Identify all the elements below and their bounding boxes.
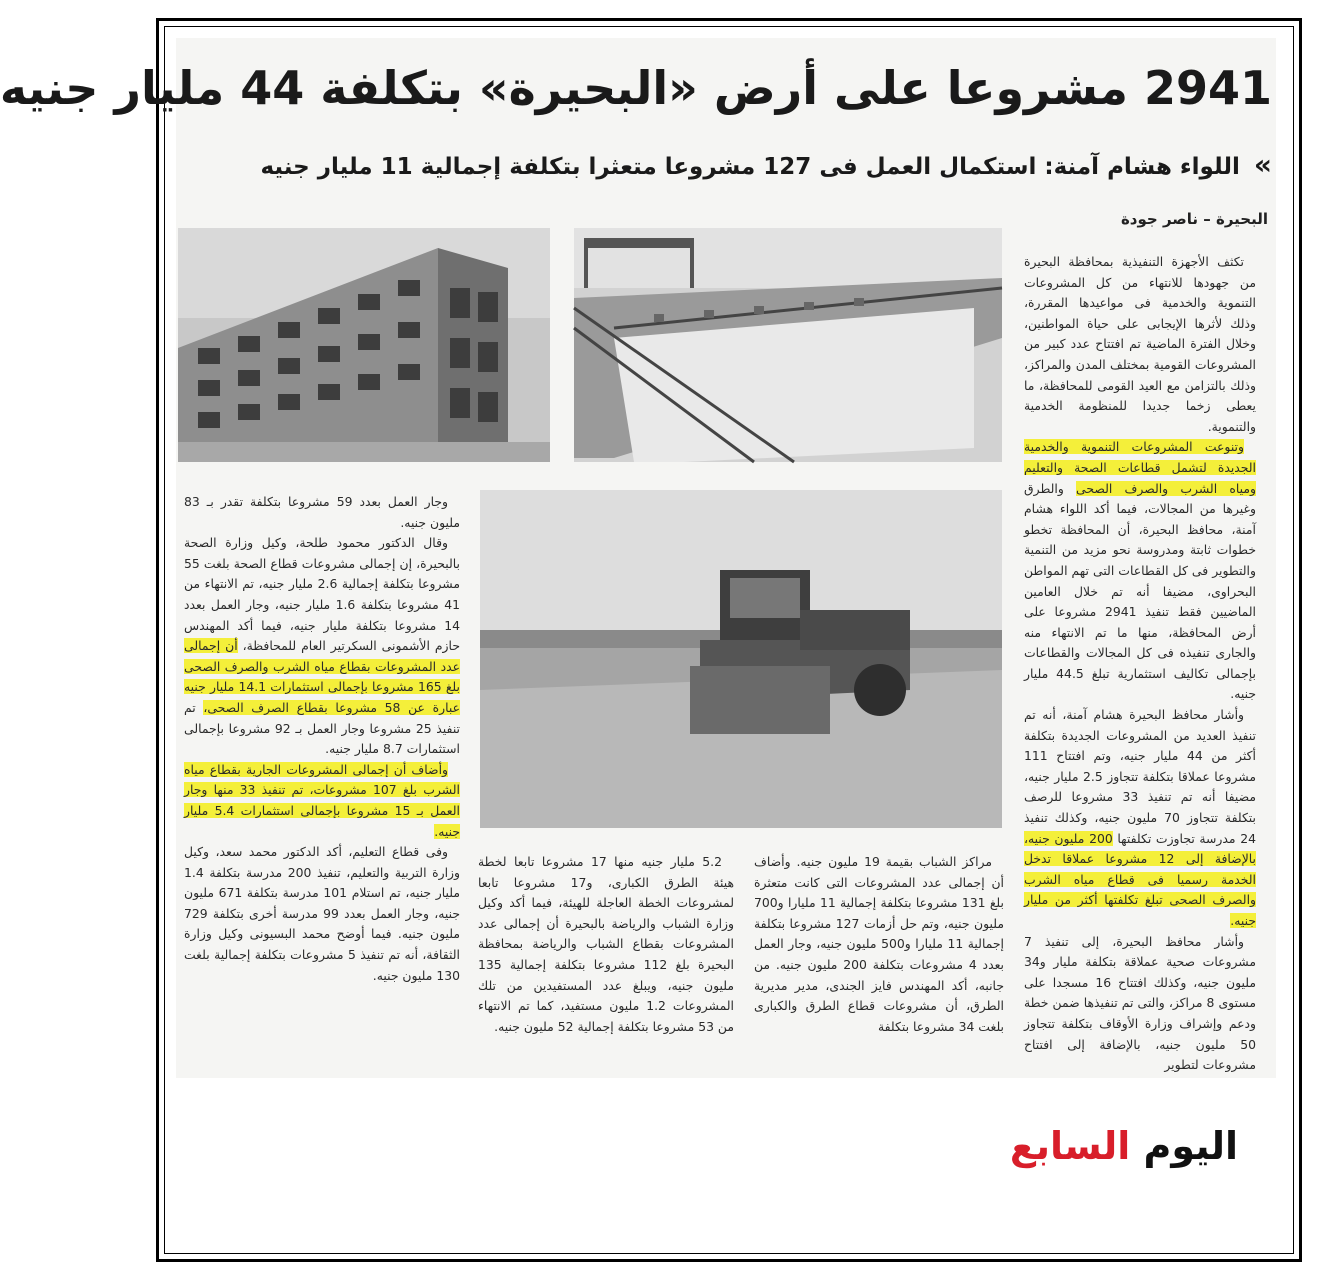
article-byline: البحيرة – ناصر جودة <box>1120 210 1268 228</box>
chevron-marker-icon: » <box>1253 148 1272 181</box>
youm7-logo <box>1010 1124 1238 1168</box>
col4-paragraph-2-rest: تم تنفيذ 25 مشروعا وجار العمل بـ 92 مشروعا بإجمالى استثمارات 8.7 مليار جنيه. <box>184 699 461 757</box>
logo-part-1: اليوم <box>1143 1124 1238 1168</box>
col4-paragraph-1: وجار العمل بعدد 59 مشروعا بتكلفة تقدر بـ 83 مليون جنيه. <box>184 494 460 530</box>
highlight-mark: وأضاف أن إجمالى المشروعات الجارية بقطاع مياه الشرب بلغ 107 مشروعات، تم تنفيذ 33 منها وجار العمل بـ 15 مشروعا بإجمالى استثمارات 5.4 مليار جنيه. <box>184 761 460 839</box>
highlight-mark: وتنوعت المشروعات التنموية والخدمية الجديدة لتشمل قطاعات الصحة والتعليم ومياه الشرب والصرف الصحى <box>1024 439 1256 496</box>
col1-paragraph-3-text: وأشار محافظ البحيرة هشام آمنة، أنه تم تنفيذ العديد من المشروعات الجديدة بتكلفة أكثر من 44 مليار جنيه، وتم افتتاح 111 مشروعا عملاقا بتكلفة تتجاوز 2.5 مليار جنيه، مضيفا أنه تم تنفيذ 33 مشروعا للرصف بتكلفة تتجاوز 70 مليون جنيه، وكذلك تنفيذ 24 مدرسة تجاوزت تكلفتها <box>1024 707 1256 846</box>
photo-road-roller <box>480 490 1002 828</box>
col4-paragraph-4: وفى قطاع التعليم، أكد الدكتور محمد سعد، وكيل وزارة التربية والتعليم، تنفيذ 200 مدرسة بتكلفة 1.4 مليار جنيه، تم استلام 101 مدرسة بتكلفة 671 مليون جنيه، وجار العمل بعدد 99 مدرسة أخرى بتكلفة 729 مليون جنيه. فيما أوضح محمد البسيونى وكيل وزارة الثقافة، أنه تم تنفيذ 5 مشروعات بتكلفة إجمالية بلغت 130 مليون جنيه. <box>184 844 460 983</box>
photo-building <box>178 228 550 462</box>
col2-paragraph: مراكز الشباب بقيمة 19 مليون جنيه. وأضاف أن إجمالى عدد المشروعات التى كانت متعثرة بلغ 131 مشروعا بتكلفة إجمالية 11 مليارا و700 مليون جنيه، وتم حل أزمات 127 مشروعا بتكلفة إجمالية 11 مليارا و500 مليون جنيه، وجار العمل بعدد 4 مشروعات بتكلفة 200 مليون جنيه. من جانبه، أكد المهندس فايز الجندى، مدير مديرية الطرق، أن مشروعات قطاع الطرق والكبارى بلغت 34 مشروعا بتكلفة <box>754 854 1005 1034</box>
col4-paragraph-2-text: وقال الدكتور محمود طلحة، وكيل وزارة الصحة بالبحيرة، إن إجمالى مشروعات قطاع الصحة بلغت 55 مشروعا بتكلفة إجمالية 2.6 مليار جنيه، تم الانتهاء من 41 مشروعا بتكلفة 1.6 مليار جنيه، وجار العمل بعدد 14 مشروعا بتكلفة مليار جنيه، فيما أكد المهندس حازم الأشمونى السكرتير العام للمحافظة، <box>184 535 460 654</box>
col4-paragraph-3 <box>184 760 460 842</box>
col4-paragraph-2 <box>184 533 460 760</box>
col1-paragraph-4: وأشار محافظ البحيرة، إلى تنفيذ 7 مشروعات صحية عملاقة بتكلفة مليار و34 مليون جنيه، وكذلك افتتاح 16 مسجدا على مستوى 8 مراكز، والتى تم تنفيذها ضمن خطة ودعم وإشراف وزارة الأوقاف بتكلفة تتجاوز 50 مليون جنيه، بالإضافة إلى افتتاح مشروعات لتطوير <box>1024 933 1257 1073</box>
subhead-text: اللواء هشام آمنة: استكمال العمل فى 127 مشروعا متعثرا بتكلفة إجمالية 11 مليار جنيه <box>260 154 1240 180</box>
logo-part-2: السابع <box>1009 1124 1131 1168</box>
highlight-mark: أن إجمالى عدد المشروعات بقطاع مياه الشرب والصرف الصحى بلغ 165 مشروعا بإجمالى استثمارات 14.1 مليار جنيه عبارة عن 58 مشروعا بقطاع الصرف الصحى، <box>184 638 460 715</box>
photo-water-tank <box>574 228 1002 462</box>
article-column-3 <box>478 852 735 1034</box>
article-subhead <box>192 148 1272 184</box>
col1-paragraph-2-rest: والطرق وغيرها من المجالات، فيما أكد اللواء هشام آمنة، محافظ البحيرة، أن المحافظة تخطو خطوات ثابتة ومدروسة نحو مزيد من التنمية والتطوير فى كل القطاعات التى تهم المواطن البحراوى، مضيفا أنه تم خلال العامين الماضيين فقط تنفيذ 2941 مشروعا على أرض المحافظة، منها ما تم الانتهاء منه والجارى تنفيذه فى كل المجالات والقطاعات بإجمالى تكاليف استثمارية تبلغ 44.5 مليار جنيه. <box>1024 480 1256 702</box>
article-column-1 <box>1024 252 1257 1073</box>
col1-paragraph-1: تكثف الأجهزة التنفيذية بمحافظة البحيرة من جهودها للانتهاء من كل المشروعات التنموية والخدمية فى مواعيدها المقررة، وذلك لأثرها الإيجابى على حياة المواطنين، وخلال الفترة الماضية تم افتتاح عدد كبير من المشروعات القومية بمختلف المدن والمراكز، وذلك بالتزامن مع العيد القومى للمحافظة، ما يعطى زخما جديدا للمنظومة الخدمية والتنموية. <box>1024 254 1256 434</box>
col1-paragraph-2 <box>1024 437 1256 705</box>
article-headline: 2941 مشروعا على أرض «البحيرة» بتكلفة 44 مليار جنيه <box>0 61 1272 115</box>
col3-paragraph: 5.2 مليار جنيه منها 17 مشروعا تابعا لخطة هيئة الطرق الكبارى، و17 مشروعا تابعا لمشروعات الخطة العاجلة للهيئة، فيما أكد وكيل وزارة الشباب والرياضة بالبحيرة أن إجمالى عدد المشروعات بقطاع الشباب والرياضة بمحافظة البحيرة بلغ 112 مشروعا بتكلفة إجمالية 135 مليون جنيه، ويبلغ عدد المستفيدين من تلك المشروعات 1.2 مليون مستفيد، كما تم الانتهاء من 53 مشروعا بتكلفة إجمالية 52 مليون جنيه. <box>478 854 735 1034</box>
highlight-mark: 200 مليون جنيه، بالإضافة إلى 12 مشروعا عملاقا تدخل الخدمة رسميا فى قطاع مياه الشرب والصرف الصحى تبلغ تكلفتها أكثر من مليار جنيه. <box>1024 830 1256 928</box>
article-column-2 <box>754 852 1005 1034</box>
col1-paragraph-3 <box>1024 705 1256 932</box>
article-column-4 <box>184 492 460 1024</box>
